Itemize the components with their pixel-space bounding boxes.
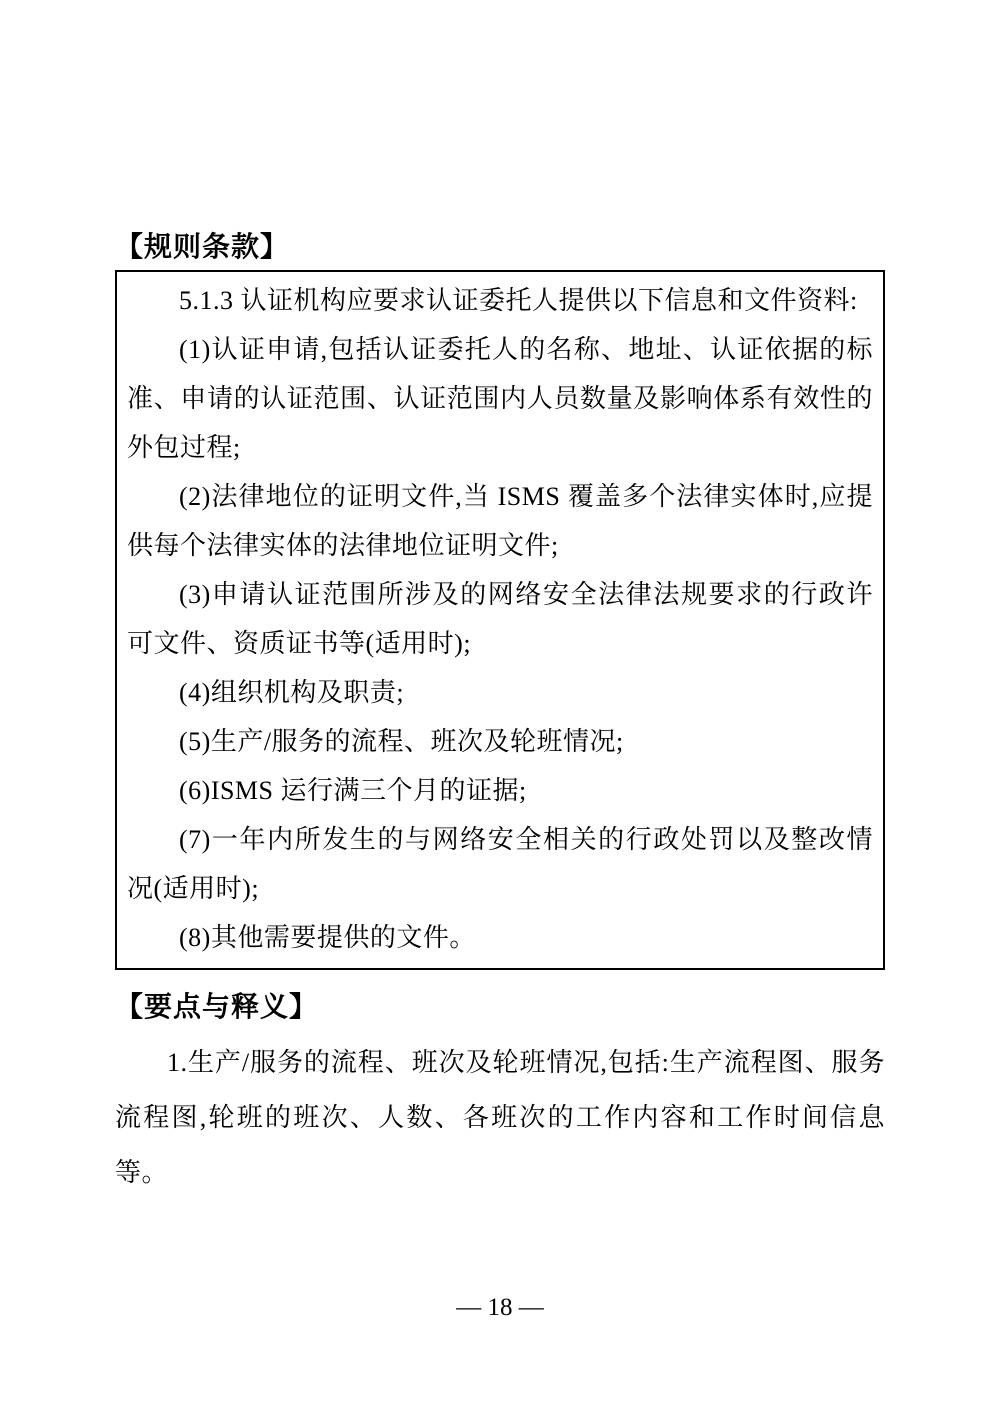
rules-section-heading: 【规则条款】 bbox=[115, 231, 290, 262]
notes-section-heading: 【要点与释义】 bbox=[115, 991, 319, 1022]
page-number: — 18 — bbox=[456, 1294, 544, 1321]
rule-paragraph-item5: (5)生产/服务的流程、班次及轮班情况; bbox=[179, 727, 624, 756]
rule-paragraph-513: 5.1.3 认证机构应要求认证委托人提供以下信息和文件资料: bbox=[179, 286, 858, 315]
rule-paragraph-item6: (6)ISMS 运行满三个月的证据; bbox=[179, 776, 527, 805]
rule-paragraph-item8: (8)其他需要提供的文件。 bbox=[179, 923, 476, 952]
rule-paragraph-item4: (4)组织机构及职责; bbox=[179, 678, 405, 707]
notes-paragraph: 1.生产/服务的流程、班次及轮班情况,包括:生产流程图、服务流程图,轮班的班次、人数、各班次的工作内容和工作时间信息等。 bbox=[115, 1048, 885, 1187]
rule-paragraph-item1: (1)认证申请,包括认证委托人的名称、地址、认证依据的标准、申请的认证范围、认证范围内人员数量及影响体系有效性的外包过程; bbox=[127, 335, 873, 462]
rule-paragraph-item2: (2)法律地位的证明文件,当 ISMS 覆盖多个法律实体时,应提供每个法律实体的法律地位证明文件; bbox=[127, 482, 873, 560]
rule-paragraph-item7: (7)一年内所发生的与网络安全相关的行政处罚以及整改情况(适用时); bbox=[127, 825, 873, 903]
rules-box bbox=[115, 270, 885, 970]
rule-paragraph-item3: (3)申请认证范围所涉及的网络安全法律法规要求的行政许可文件、资质证书等(适用时); bbox=[127, 580, 873, 658]
